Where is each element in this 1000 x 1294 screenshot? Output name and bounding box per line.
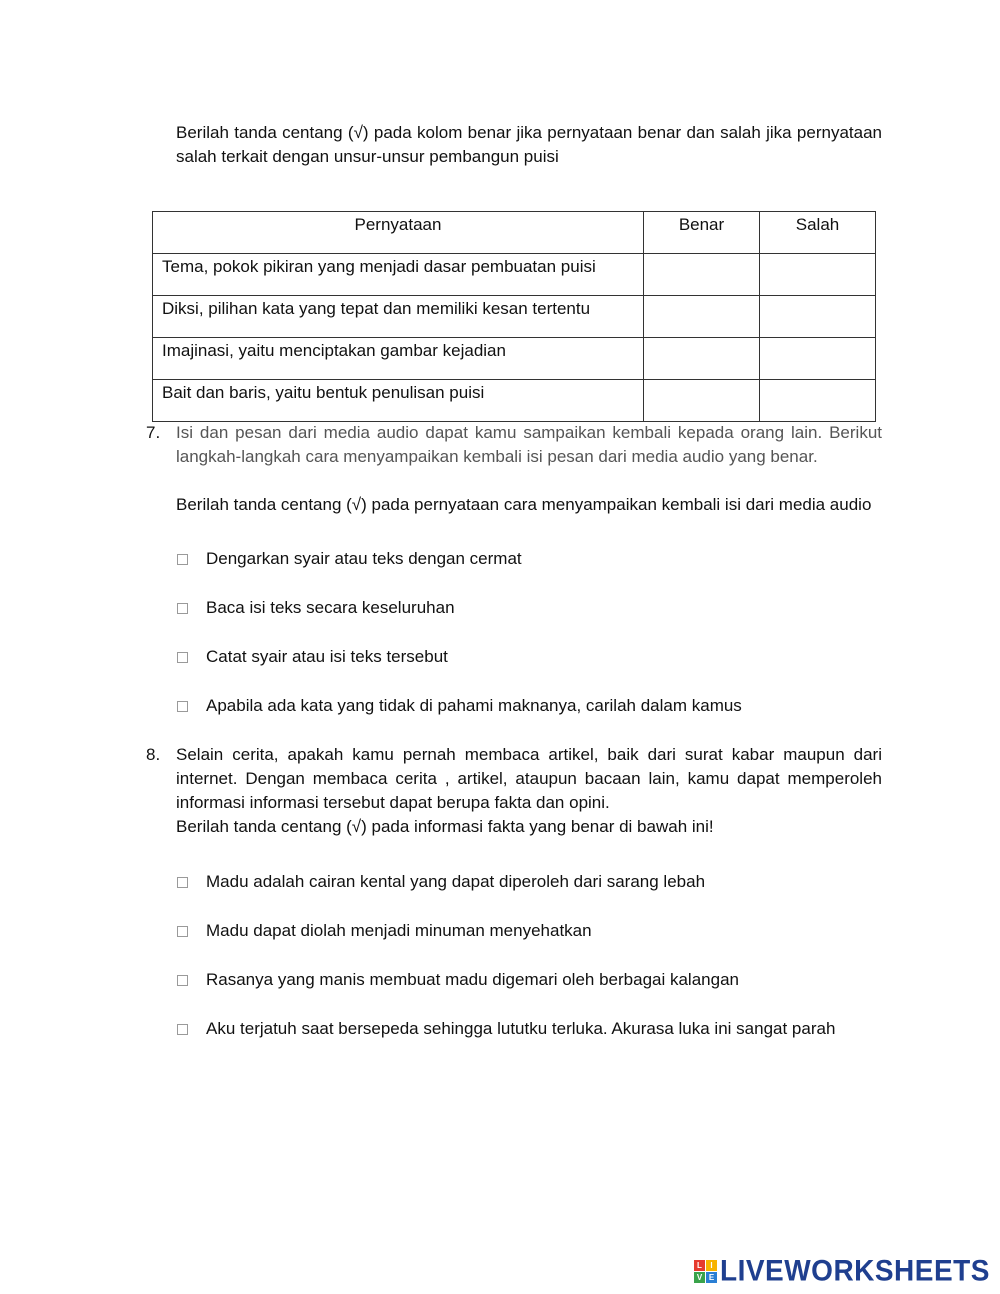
header-statement: Pernyataan	[153, 212, 644, 254]
checkbox[interactable]	[177, 652, 188, 663]
table-row	[153, 254, 876, 296]
statement-cell: Diksi, pilihan kata yang tepat dan memiliki kesan tertentu	[153, 296, 644, 338]
header-benar: Benar	[644, 212, 760, 254]
logo-cell: L	[694, 1260, 705, 1271]
question-8-instruction: Berilah tanda centang (√) pada informasi fakta yang benar di bawah ini!	[176, 817, 714, 836]
checkbox[interactable]	[177, 701, 188, 712]
option-label: Madu dapat diolah menjadi minuman menyehatkan	[206, 921, 592, 940]
logo-grid-icon	[694, 1260, 717, 1283]
q8-option[interactable]	[176, 1017, 835, 1041]
q7-option[interactable]	[176, 547, 522, 571]
option-label: Apabila ada kata yang tidak di pahami maknanya, carilah dalam kamus	[206, 696, 742, 715]
logo-cell: V	[694, 1272, 705, 1283]
question-8-number: 8.	[146, 745, 161, 764]
table-row	[153, 380, 876, 422]
q7-option[interactable]	[176, 694, 742, 718]
checkbox[interactable]	[177, 975, 188, 986]
logo-wordmark: LIVEWORKSHEETS	[720, 1254, 990, 1287]
table-row	[153, 338, 876, 380]
question-8-text: Selain cerita, apakah kamu pernah membaca artikel, baik dari surat kabar maupun dari internet. Dengan membaca cerita , artikel, ataupun bacaan lain, kamu dapat memperoleh informasi informasi tersebut dapat berupa fakta dan opini.	[176, 745, 882, 812]
question-7-text: Isi dan pesan dari media audio dapat kamu sampaikan kembali kepada orang lain. Berikut langkah-langkah cara menyampaikan kembali isi pesan dari media audio yang benar.	[176, 423, 882, 466]
question-7-number: 7.	[146, 423, 161, 442]
header-salah: Salah	[760, 212, 876, 254]
checkbox[interactable]	[177, 1024, 188, 1035]
benar-checkbox-cell[interactable]	[644, 296, 760, 338]
q7-option[interactable]	[176, 645, 448, 669]
statement-table	[152, 211, 876, 422]
q8-option[interactable]	[176, 870, 705, 894]
checkbox[interactable]	[177, 554, 188, 565]
logo-cell: I	[706, 1260, 717, 1271]
logo-cell: E	[706, 1272, 717, 1283]
benar-checkbox-cell[interactable]	[644, 338, 760, 380]
checkbox[interactable]	[177, 926, 188, 937]
statement-cell: Bait dan baris, yaitu bentuk penulisan puisi	[153, 380, 644, 422]
salah-checkbox-cell[interactable]	[760, 338, 876, 380]
option-label: Rasanya yang manis membuat madu digemari oleh berbagai kalangan	[206, 970, 739, 989]
option-label: Baca isi teks secara keseluruhan	[206, 598, 455, 617]
checkbox[interactable]	[177, 603, 188, 614]
salah-checkbox-cell[interactable]	[760, 296, 876, 338]
option-label: Catat syair atau isi teks tersebut	[206, 647, 448, 666]
q8-option[interactable]	[176, 968, 739, 992]
benar-checkbox-cell[interactable]	[644, 254, 760, 296]
intro-instruction: Berilah tanda centang (√) pada kolom benar jika pernyataan benar dan salah jika pernyataan salah terkait dengan unsur-unsur pembangun puisi	[176, 123, 882, 166]
q7-option[interactable]	[176, 596, 455, 620]
option-label: Dengarkan syair atau teks dengan cermat	[206, 549, 522, 568]
benar-checkbox-cell[interactable]	[644, 380, 760, 422]
option-label: Madu adalah cairan kental yang dapat diperoleh dari sarang lebah	[206, 872, 706, 891]
liveworksheets-logo	[694, 1254, 990, 1288]
table-header-row	[153, 212, 876, 254]
option-label: Aku terjatuh saat bersepeda sehingga lututku terluka. Akurasa luka ini sangat parah	[206, 1019, 836, 1038]
statement-cell: Imajinasi, yaitu menciptakan gambar kejadian	[153, 338, 644, 380]
salah-checkbox-cell[interactable]	[760, 254, 876, 296]
statement-cell: Tema, pokok pikiran yang menjadi dasar pembuatan puisi	[153, 254, 644, 296]
q8-option[interactable]	[176, 919, 592, 943]
question-7-instruction: Berilah tanda centang (√) pada pernyataan cara menyampaikan kembali isi dari media audio	[176, 495, 872, 514]
salah-checkbox-cell[interactable]	[760, 380, 876, 422]
checkbox[interactable]	[177, 877, 188, 888]
table-row	[153, 296, 876, 338]
